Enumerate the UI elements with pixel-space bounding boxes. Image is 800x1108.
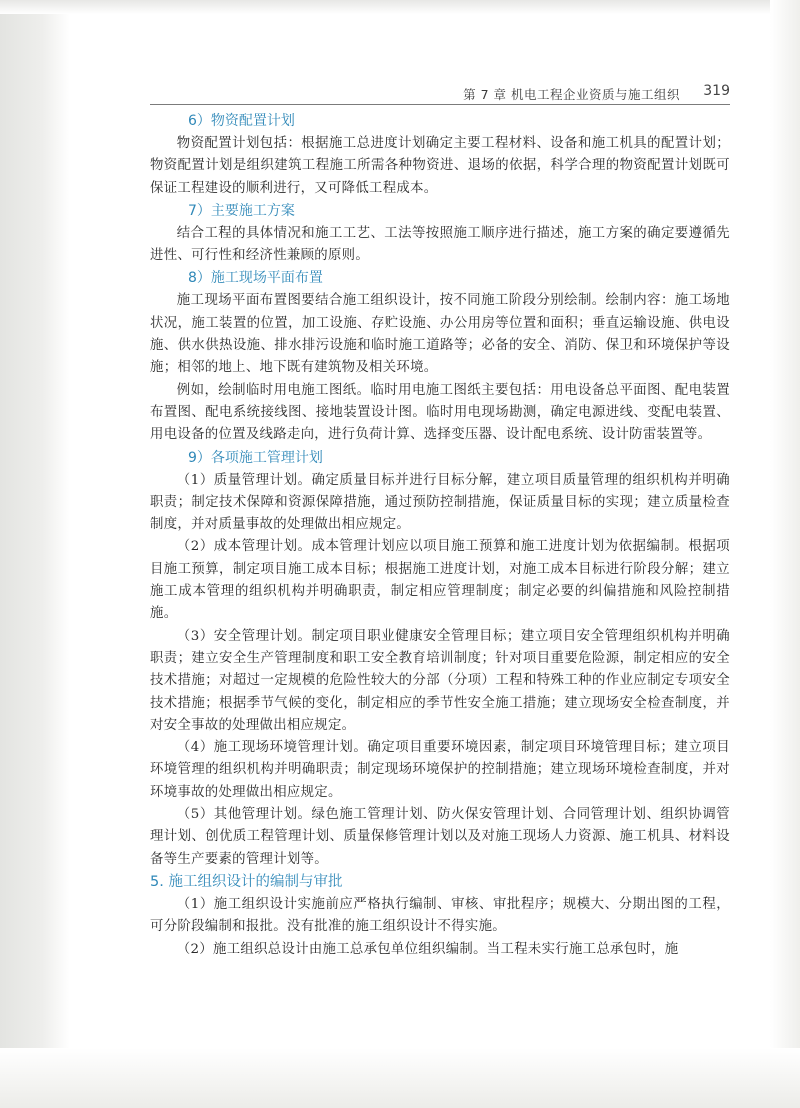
section-heading: 8）施工现场平面布置	[188, 270, 323, 287]
paragraph: （3）安全管理计划。制定项目职业健康安全管理目标；建立项目安全管理组织机构并明确职责；建立安全生产管理制度和职工安全教育培训制度；针对项目重要危险源，制定相应的安全技术措施；对超过一定规模的危险性较大的分部（分项）工程和特殊工种的作业应制定专项安全技术措施；根据季节气候的变化，制定相应的季节性安全施工措施；建立现场安全检查制度，并对安全事故的处理做出相应规定。	[150, 628, 730, 733]
paragraph: （1）施工组织设计实施前应严格执行编制、审核、审批程序；规模大、分期出图的工程，可分阶段编制和报批。没有批准的施工组织设计不得实施。	[150, 896, 730, 935]
body-text	[150, 110, 730, 961]
scan-shadow	[0, 0, 70, 1108]
paragraph: 物资配置计划包括：根据施工总进度计划确定主要工程材料、设备和施工机具的配置计划；物资配置计划是组织建筑工程施工所需各种物资进、退场的依据，科学合理的物资配置计划既可保证工程建设的顺利进行，又可降低工程成本。	[150, 136, 730, 196]
chapter-title: 第 7 章 机电工程企业资质与施工组织	[463, 87, 680, 102]
paragraph: （1）质量管理计划。确定质量目标并进行目标分解，建立项目质量管理的组织机构并明确职责；制定技术保障和资源保障措施，通过预防控制措施，保证质量目标的实现；建立质量检查制度，并对质量事故的处理做出相应规定。	[150, 472, 730, 533]
paragraph: （2）成本管理计划。成本管理计划应以项目施工预算和施工进度计划为依据编制。根据项目施工预算，制定项目施工成本目标；根据施工进度计划，对施工成本目标进行阶段分解；建立施工成本管理的组织机构并明确职责，制定相应管理制度；制定必要的纠偏措施和风险控制措施。	[150, 539, 730, 622]
section-heading: 7）主要施工方案	[188, 202, 295, 219]
scan-shadow	[770, 0, 800, 1108]
section-heading: 6）物资配置计划	[188, 113, 295, 129]
paragraph: （5）其他管理计划。绿色施工管理计划、防火保安管理计划、合同管理计划、组织协调管理计划、创优质工程管理计划、质量保修管理计划以及对施工现场人力资源、施工机具、材料设备等生产要素的管理计划等。	[150, 807, 730, 867]
paragraph: （2）施工组织总设计由施工总承包单位组织编制。当工程未实行施工总承包时，施	[176, 941, 679, 957]
section-heading: 9）各项施工管理计划	[188, 449, 323, 466]
main-section-heading: 5. 施工组织设计的编制与审批	[150, 873, 343, 890]
paragraph: （4）施工现场环境管理计划。确定项目重要环境因素，制定项目环境管理目标；建立项目环境管理的组织机构并明确职责；制定现场环境保护的控制措施；建立现场环境检查制度，并对环境事故的处理做出相应规定。	[150, 740, 730, 800]
paragraph: 结合工程的具体情况和施工工艺、工法等按照施工顺序进行描述，施工方案的确定要遵循先进性、可行性和经济性兼顾的原则。	[150, 225, 730, 264]
running-header	[150, 80, 730, 105]
scan-shadow	[0, 0, 800, 14]
page-number: 319	[703, 83, 730, 99]
scan-shadow	[0, 1048, 800, 1108]
paragraph: 例如，绘制临时用电施工图纸。临时用电施工图纸主要包括：用电设备总平面图、配电装置布置图、配电系统接线图、接地装置设计图。临时用电现场勘测，确定电源进线、变配电装置、用电设备的位置及线路走向，进行负荷计算、选择变压器、设计配电系统、设计防雷装置等。	[150, 382, 730, 443]
paragraph: 施工现场平面布置图要结合施工组织设计，按不同施工阶段分别绘制。绘制内容：施工场地状况，施工装置的位置，加工设施、存贮设施、办公用房等位置和面积；垂直运输设施、供电设施、供水供热设施、排水排污设施和临时施工道路等；必备的安全、消防、保卫和环境保护等设施；相邻的地上、地下既有建筑物及相关环境。	[150, 293, 730, 376]
